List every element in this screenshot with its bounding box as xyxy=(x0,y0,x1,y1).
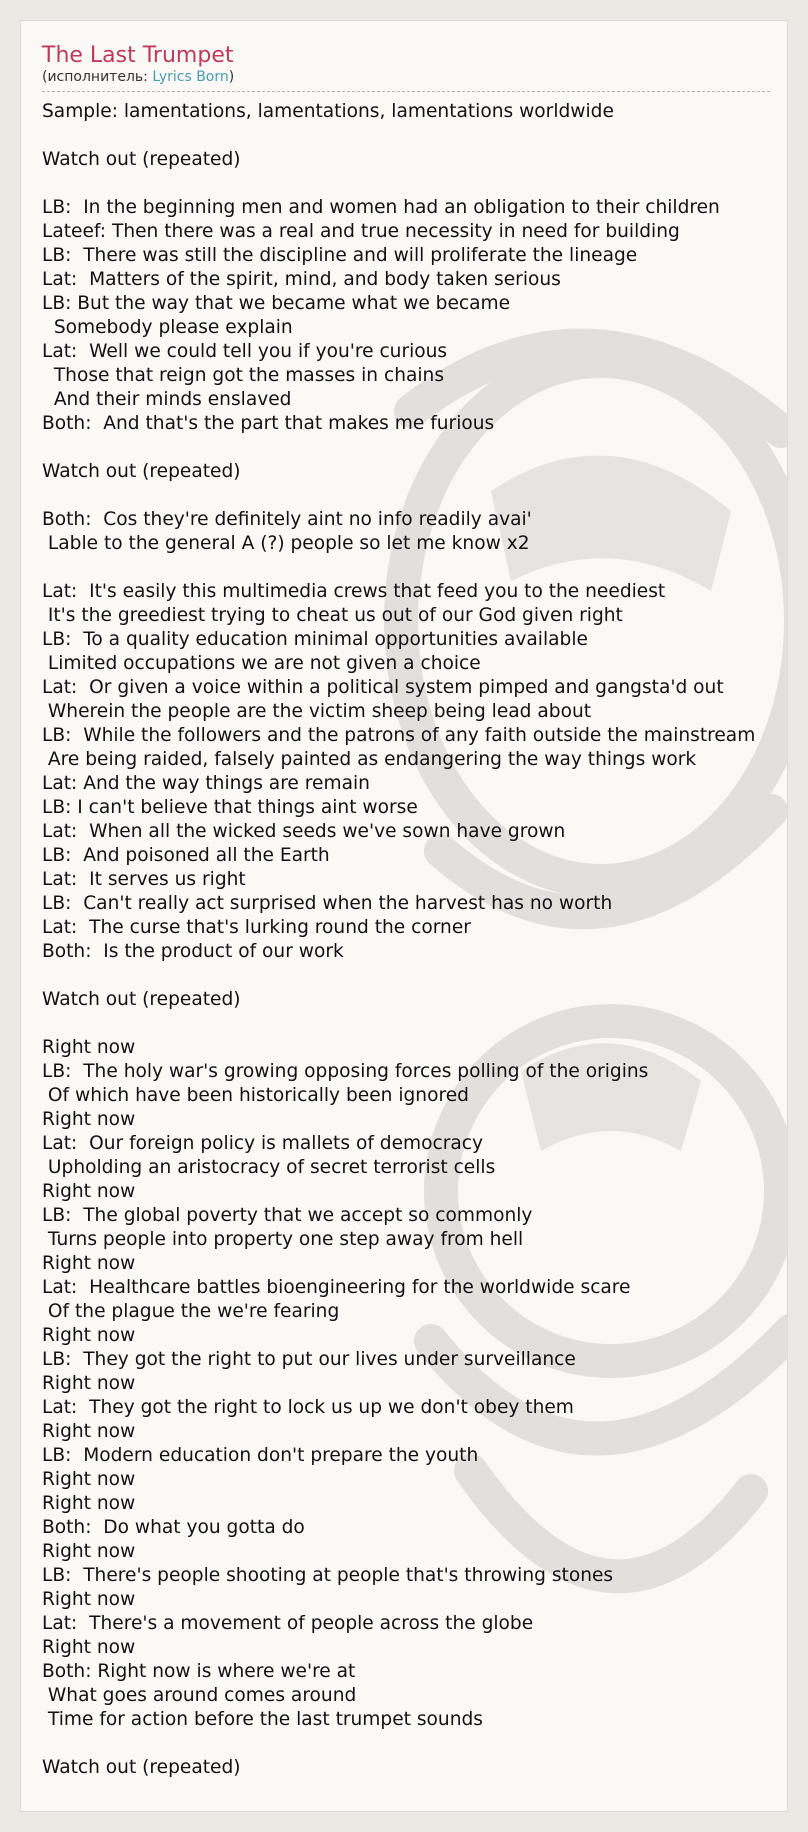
lyric-line: LB: Modern education don't prepare the youth xyxy=(42,1445,479,1466)
lyric-line: Right now xyxy=(42,1325,136,1346)
lyric-line: Right now xyxy=(42,1181,136,1202)
lyric-line: Watch out (repeated) xyxy=(42,461,241,482)
lyric-line: Lat: Well we could tell you if you're curious xyxy=(42,341,448,362)
lyric-line: Lat: The curse that's lurking round the corner xyxy=(42,917,471,938)
lyric-line: Both: Is the product of our work xyxy=(42,941,344,962)
lyric-line: LB: And poisoned all the Earth xyxy=(42,845,330,866)
lyric-line: LB: Can't really act surprised when the harvest has no worth xyxy=(42,893,613,914)
lyric-line: LB: To a quality education minimal opportunities available xyxy=(42,629,588,650)
lyric-line: Right now xyxy=(42,1493,136,1514)
lyric-line xyxy=(42,556,787,580)
lyric-line xyxy=(42,436,787,460)
lyric-line: Of the plague the we're fearing xyxy=(42,1301,340,1322)
lyric-line: Watch out (repeated) xyxy=(42,149,241,170)
lyric-line: Of which have been historically been ignored xyxy=(42,1085,469,1106)
lyric-line xyxy=(42,1012,787,1036)
lyric-line xyxy=(42,964,787,988)
lyric-line: Both: Right now is where we're at xyxy=(42,1661,356,1682)
lyric-line: Both: Do what you gotta do xyxy=(42,1517,305,1538)
lyric-line: Lat: They got the right to lock us up we don't obey them xyxy=(42,1397,574,1418)
lyric-line: Right now xyxy=(42,1037,136,1058)
lyric-line: Lat: Healthcare battles bioengineering for the worldwide scare xyxy=(42,1277,631,1298)
lyric-line: Right now xyxy=(42,1541,136,1562)
lyric-line: Watch out (repeated) xyxy=(42,1757,241,1778)
lyric-line: Right now xyxy=(42,1469,136,1490)
lyric-line: Lat: Or given a voice within a political system pimped and gangsta'd out xyxy=(42,677,724,698)
lyric-line: Right now xyxy=(42,1637,136,1658)
lyric-line: Right now xyxy=(42,1253,136,1274)
lyric-line: And their minds enslaved xyxy=(42,389,292,410)
lyric-line: Turns people into property one step away from hell xyxy=(42,1229,524,1250)
lyric-line: LB: There's people shooting at people that's throwing stones xyxy=(42,1565,614,1586)
lyric-line: Lat: Our foreign policy is mallets of democracy xyxy=(42,1133,483,1154)
lyric-line: LB: I can't believe that things aint worse xyxy=(42,797,418,818)
artist-byline xyxy=(42,69,770,92)
lyric-line: Lat: It's easily this multimedia crews that feed you to the neediest xyxy=(42,581,666,602)
lyric-line: LB: In the beginning men and women had an obligation to their children xyxy=(42,197,720,218)
lyric-line: Somebody please explain xyxy=(42,317,293,338)
lyric-line: LB: There was still the discipline and will proliferate the lineage xyxy=(42,245,638,266)
lyric-line: It's the greediest trying to cheat us out of our God given right xyxy=(42,605,623,626)
lyric-line xyxy=(42,124,787,148)
lyric-line: Time for action before the last trumpet sounds xyxy=(42,1709,483,1730)
lyrics-card xyxy=(20,20,788,1812)
lyric-line: Right now xyxy=(42,1589,136,1610)
lyric-line xyxy=(42,172,787,196)
lyric-line: LB: The holy war's growing opposing forces polling of the origins xyxy=(42,1061,649,1082)
lyric-line: Lat: There's a movement of people across the globe xyxy=(42,1613,534,1634)
lyric-line: Lat: Matters of the spirit, mind, and body taken serious xyxy=(42,269,561,290)
lyric-line: LB: But the way that we became what we became xyxy=(42,293,511,314)
artist-link[interactable]: Lyrics Born xyxy=(152,69,229,85)
lyric-line: Both: And that's the part that makes me furious xyxy=(42,413,495,434)
lyric-line: Right now xyxy=(42,1373,136,1394)
lyric-line: Those that reign got the masses in chains xyxy=(42,365,445,386)
song-title: The Last Trumpet xyxy=(42,43,234,68)
lyric-line xyxy=(42,484,787,508)
lyric-line xyxy=(42,1732,787,1756)
lyric-line: Limited occupations we are not given a choice xyxy=(42,653,481,674)
byline-suffix: ) xyxy=(228,69,235,85)
lyric-line: Are being raided, falsely painted as endangering the way things work xyxy=(42,749,697,770)
lyric-line: Lat: And the way things are remain xyxy=(42,773,370,794)
lyric-line: Right now xyxy=(42,1109,136,1130)
lyric-line: Lable to the general A (?) people so let me know x2 xyxy=(42,533,530,554)
lyric-line: What goes around comes around xyxy=(42,1685,357,1706)
lyric-line: Upholding an aristocracy of secret terrorist cells xyxy=(42,1157,496,1178)
lyric-line: Both: Cos they're definitely aint no info readily avai' xyxy=(42,509,532,530)
lyric-line: Lat: It serves us right xyxy=(42,869,246,890)
lyric-line: Watch out (repeated) xyxy=(42,989,241,1010)
lyric-line: LB: They got the right to put our lives under surveillance xyxy=(42,1349,576,1370)
lyric-line: LB: While the followers and the patrons of any faith outside the mainstream xyxy=(42,725,756,746)
lyric-line: Right now xyxy=(42,1421,136,1442)
lyric-line: LB: The global poverty that we accept so commonly xyxy=(42,1205,533,1226)
byline-prefix: (исполнитель: xyxy=(42,69,153,85)
lyrics-text xyxy=(42,100,787,1780)
lyric-line: Lateef: Then there was a real and true necessity in need for building xyxy=(42,221,680,242)
lyric-line: Sample: lamentations, lamentations, lamentations worldwide xyxy=(42,101,614,122)
lyric-line: Lat: When all the wicked seeds we've sown have grown xyxy=(42,821,566,842)
lyric-line: Wherein the people are the victim sheep being lead about xyxy=(42,701,592,722)
